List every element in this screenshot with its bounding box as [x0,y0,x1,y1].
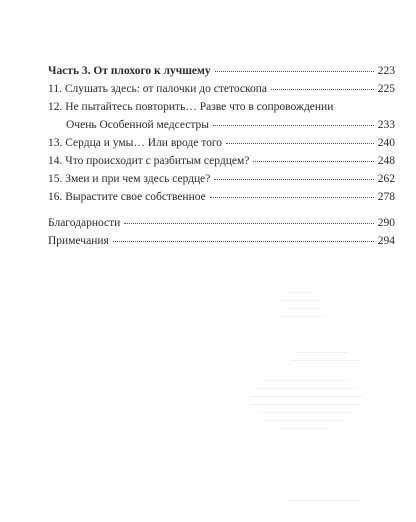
toc-entry-title: Благодарности [48,217,121,229]
toc-page-number: 233 [377,119,395,131]
dot-leader [113,241,374,242]
toc-entry-title: 13. Сердца и умы… Или вроде того [48,137,223,149]
toc-entry-title: Часть 3. От плохого к лучшему [48,65,211,77]
toc-entry-chapter-12 [66,118,395,132]
toc-entry-chapter-16 [48,190,395,204]
dot-leader [226,143,374,144]
toc-page-number: 223 [377,65,395,77]
toc-entry-title: 14. Что происходит с разбитым сердцем? [48,155,250,167]
toc-entry-title: Очень Особенной медсестры [66,119,209,131]
toc-page-number: 248 [377,155,395,167]
toc-entry-acknowledgements [48,216,395,230]
toc-page-number: 294 [377,235,395,247]
toc-entry-part-3 [48,64,395,78]
dot-leader [213,125,374,126]
dot-leader [215,71,374,72]
toc-page-number: 262 [377,173,395,185]
toc-entry-chapter-14 [48,154,395,168]
reverse-side-bleed-through [250,288,400,518]
toc-page-number: 278 [377,191,395,203]
dot-leader [210,197,374,198]
toc-entry-chapter-13 [48,136,395,150]
dot-leader [253,161,373,162]
toc-page-number: 240 [377,137,395,149]
toc-entry-notes [48,234,395,248]
toc-entry-title: Примечания [48,235,109,247]
dot-leader [214,179,373,180]
toc-entry-chapter-12-line1: 12. Не пытайтесь повторить… Разве что в сопровождении [48,101,334,113]
toc-entry-title: 15. Змеи и при чем здесь сердце? [48,173,211,185]
dot-leader [271,89,374,90]
toc-entry-chapter-11 [48,82,395,96]
toc-page-number: 225 [377,83,395,95]
dot-leader [124,223,373,224]
toc-entry-chapter-15 [48,172,395,186]
toc-entry-title: 16. Вырастите свое собственное [48,191,206,203]
toc-entry-title: 11. Слушать здесь: от палочки до стетоскопа [48,83,267,95]
toc-page-number: 290 [377,217,395,229]
